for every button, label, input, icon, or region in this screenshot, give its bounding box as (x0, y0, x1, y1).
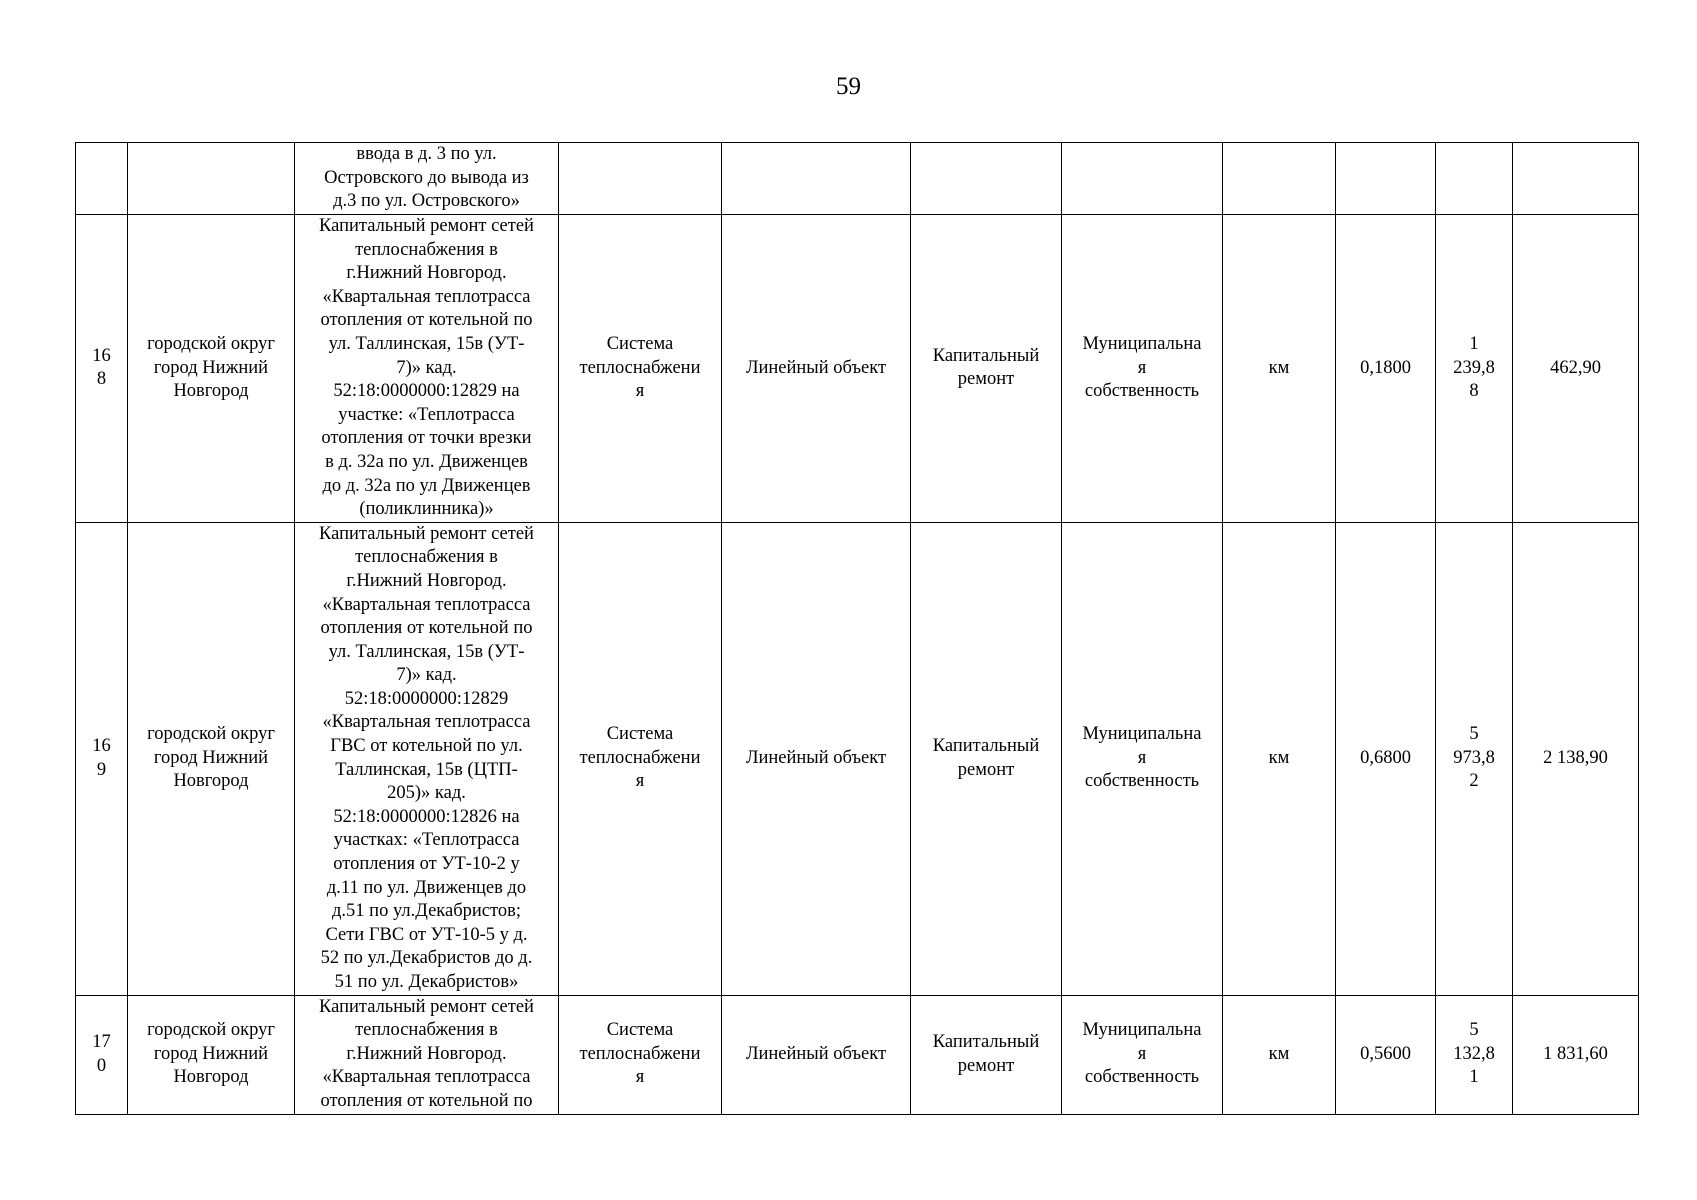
work-type-cell: Капитальный ремонт (911, 522, 1062, 995)
row-number-cell: 16 9 (76, 522, 128, 995)
length-cell: 0,1800 (1336, 215, 1436, 523)
unit-cell: км (1223, 215, 1336, 523)
ownership-cell: Муниципальна я собственность (1062, 995, 1223, 1114)
work-type-cell: Капитальный ремонт (911, 215, 1062, 523)
cost-cell: 5 973,8 2 (1436, 522, 1513, 995)
ownership-cell: Муниципальна я собственность (1062, 522, 1223, 995)
page-number: 59 (836, 73, 861, 100)
description-cell: ввода в д. 3 по ул. Островского до вывода из д.3 по ул. Островского» (295, 143, 559, 215)
ownership-cell: Муниципальна я собственность (1062, 215, 1223, 523)
table-row (76, 995, 1639, 1114)
description-cell: Капитальный ремонт сетей теплоснабжения в г.Нижний Новгород. «Квартальная теплотрасса отопления от котельной по (295, 995, 559, 1114)
system-cell: Система теплоснабжени я (559, 215, 722, 523)
cost-total-cell: 462,90 (1513, 215, 1639, 523)
table-row (76, 522, 1639, 995)
cost-cell: 1 239,8 8 (1436, 215, 1513, 523)
municipality-cell: городской округ город Нижний Новгород (128, 995, 295, 1114)
system-cell: Система теплоснабжени я (559, 995, 722, 1114)
row-number-cell (76, 143, 128, 215)
work-type-cell (911, 143, 1062, 215)
cost-total-cell: 2 138,90 (1513, 522, 1639, 995)
length-cell: 0,6800 (1336, 522, 1436, 995)
system-cell (559, 143, 722, 215)
description-cell: Капитальный ремонт сетей теплоснабжения в г.Нижний Новгород. «Квартальная теплотрасса отопления от котельной по ул. Таллинская, 15в (УТ- 7)» кад. 52:18:0000000:12829 «Квартальная теплотрасса ГВС от котельной по ул. Таллинская, 15в (ЦТП- 205)» кад. 52:18:0000000:12826 на участках: «Теплотрасса отопления от УТ-10-2 у д.11 по ул. Движенцев до д.51 по ул.Декабристов; Сети ГВС от УТ-10-5 у д. 52 по ул.Декабристов до д. 51 по ул. Декабристов» (295, 522, 559, 995)
length-cell (1336, 143, 1436, 215)
description-cell: Капитальный ремонт сетей теплоснабжения в г.Нижний Новгород. «Квартальная теплотрасса отопления от котельной по ул. Таллинская, 15в (УТ- 7)» кад. 52:18:0000000:12829 на участке: «Теплотрасса отопления от точки врезки в д. 32а по ул. Движенцев до д. 32а по ул Движенцев (поликлинника)» (295, 215, 559, 523)
municipality-cell: городской округ город Нижний Новгород (128, 215, 295, 523)
work-type-cell: Капитальный ремонт (911, 995, 1062, 1114)
system-cell: Система теплоснабжени я (559, 522, 722, 995)
unit-cell: км (1223, 995, 1336, 1114)
cost-total-cell (1513, 143, 1639, 215)
row-number-cell: 16 8 (76, 215, 128, 523)
cost-cell (1436, 143, 1513, 215)
cost-cell: 5 132,8 1 (1436, 995, 1513, 1114)
municipality-cell: городской округ город Нижний Новгород (128, 522, 295, 995)
table-row (76, 215, 1639, 523)
ownership-cell (1062, 143, 1223, 215)
unit-cell: км (1223, 522, 1336, 995)
length-cell: 0,5600 (1336, 995, 1436, 1114)
municipality-cell (128, 143, 295, 215)
unit-cell (1223, 143, 1336, 215)
cost-total-cell: 1 831,60 (1513, 995, 1639, 1114)
works-table (75, 142, 1639, 1115)
object-type-cell: Линейный объект (722, 995, 911, 1114)
object-type-cell: Линейный объект (722, 215, 911, 523)
object-type-cell (722, 143, 911, 215)
object-type-cell: Линейный объект (722, 522, 911, 995)
row-number-cell: 17 0 (76, 995, 128, 1114)
table-row (76, 143, 1639, 215)
